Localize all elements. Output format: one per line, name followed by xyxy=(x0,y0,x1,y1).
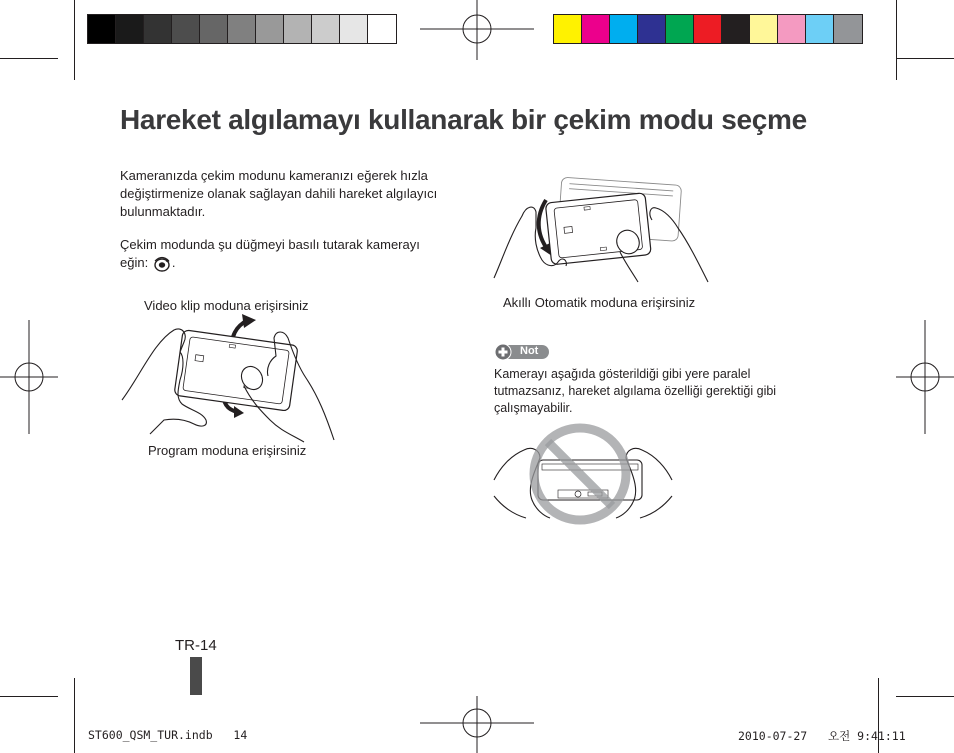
gray-swatch xyxy=(144,15,172,43)
tilt-side-caption: Akıllı Otomatik moduna erişirsiniz xyxy=(503,295,696,310)
registration-mark-top xyxy=(420,0,534,60)
color-swatch xyxy=(778,15,806,43)
footer-file-info: ST600_QSM_TUR.indb 14 xyxy=(88,728,248,742)
gray-swatch xyxy=(172,15,200,43)
color-calibration-bar xyxy=(553,14,863,44)
instruction-paragraph xyxy=(120,236,450,273)
camera-tilt-vertical-illustration xyxy=(120,316,336,442)
color-swatch xyxy=(666,15,694,43)
color-swatch xyxy=(582,15,610,43)
tilt-down-caption: Program moduna erişirsiniz xyxy=(148,443,307,458)
instruction-text: Çekim modunda şu düğmeyi basılı tutarak kamerayı eğin: xyxy=(120,237,420,270)
gray-swatch xyxy=(116,15,144,43)
instruction-suffix: . xyxy=(171,255,176,270)
grayscale-calibration-bar xyxy=(87,14,397,44)
gray-swatch xyxy=(368,15,396,43)
color-swatch xyxy=(722,15,750,43)
gray-swatch xyxy=(256,15,284,43)
gray-swatch xyxy=(312,15,340,43)
mode-dial-icon xyxy=(152,255,172,273)
intro-paragraph: Kameranızda çekim modunu kameranızı eğerek hızla değiştirmenize olanak sağlayan dahili hareket algılayıcı bulunmaktadır. xyxy=(120,168,438,219)
color-swatch xyxy=(834,15,862,43)
note-badge-label: Not xyxy=(520,345,539,357)
registration-mark-bottom xyxy=(420,696,534,753)
footer-timestamp: 2010-07-27 오전 9:41:11 xyxy=(738,729,906,743)
page-title: Hareket algılamayı kullanarak bir çekim modu seçme xyxy=(120,104,807,135)
gray-swatch xyxy=(88,15,116,43)
camera-flat-prohibited-illustration xyxy=(492,420,674,526)
color-swatch xyxy=(694,15,722,43)
color-swatch xyxy=(750,15,778,43)
color-swatch xyxy=(554,15,582,43)
gray-swatch xyxy=(200,15,228,43)
gray-swatch xyxy=(228,15,256,43)
tilt-up-caption: Video klip moduna erişirsiniz xyxy=(144,298,309,313)
color-swatch xyxy=(638,15,666,43)
registration-mark-left xyxy=(0,320,58,434)
note-text: Kamerayı aşağıda gösterildiği gibi yere paralel tutmazsanız, hareket algılama özelliği gerektiği gibi çalışmayabilir. xyxy=(494,367,777,415)
camera-tilt-horizontal-illustration xyxy=(492,176,710,286)
color-swatch xyxy=(806,15,834,43)
page-number: TR-14 xyxy=(175,637,217,654)
color-swatch xyxy=(610,15,638,43)
gray-swatch xyxy=(340,15,368,43)
registration-mark-right xyxy=(896,320,954,434)
page-tab-marker xyxy=(190,657,202,695)
gray-swatch xyxy=(284,15,312,43)
